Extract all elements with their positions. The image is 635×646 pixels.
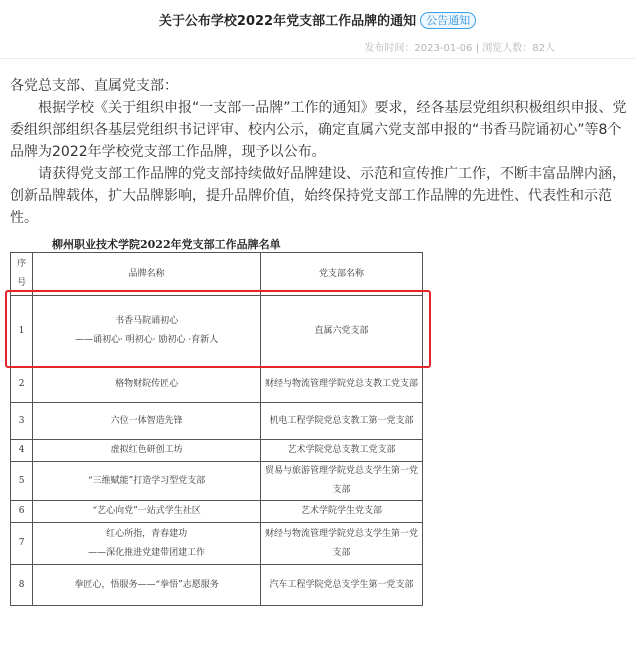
header-no: 序 号 [11, 253, 33, 296]
row-no: 7 [11, 523, 33, 565]
header-branch: 党支部名称 [261, 253, 423, 296]
row-no: 5 [11, 462, 33, 501]
row-brand: “三维赋能”打造学习型党支部 [33, 462, 261, 501]
divider [0, 58, 635, 59]
row-branch: 机电工程学院党总支教工第一党支部 [261, 403, 423, 440]
table-row [11, 501, 423, 523]
header-brand: 品牌名称 [33, 253, 261, 296]
notice-title: 关于公布学校2022年党支部工作品牌的通知 [158, 14, 417, 29]
row-brand: 格物财院传匠心 [33, 367, 261, 403]
row-brand: 书香马院诵初心 ——诵初心· 明初心· 励初心 ·育新人 [33, 296, 261, 367]
row-branch: 财经与物流管理学院党总支学生第一党支部 [261, 523, 423, 565]
row-branch: 艺术学院学生党支部 [261, 501, 423, 523]
row-brand: “艺心向党”一站式学生社区 [33, 501, 261, 523]
row-branch: 艺术学院党总支教工党支部 [261, 440, 423, 462]
paragraph-1: 根据学校《关于组织申报“一支部一品牌”工作的通知》要求，经各基层党组织积极组织申报、党委组织部组织各基层党组织书记评审、校内公示，确定直属六党支部申报的“书香马院诵初心”等8个品牌为2022年学校党支部工作品牌，现予以公布。 [10, 100, 627, 160]
table-row [11, 403, 423, 440]
row-brand: 红心所指，青春建功 ——深化推进党建带团建工作 [33, 523, 261, 565]
highlight-box [5, 290, 431, 368]
table-row [11, 440, 423, 462]
notice-title-row [0, 10, 635, 29]
row-branch: 汽车工程学院党总支学生第一党支部 [261, 565, 423, 606]
row-no: 2 [11, 367, 33, 403]
row-branch: 直属六党支部 [261, 296, 423, 367]
row-no: 6 [11, 501, 33, 523]
row-no: 1 [11, 296, 33, 367]
row-branch: 贸易与旅游管理学院党总支学生第一党支部 [261, 462, 423, 501]
publish-meta: 发布时间：2023-01-06 | 浏览人数：82人 [364, 43, 555, 54]
row-no: 8 [11, 565, 33, 606]
row-branch: 财经与物流管理学院党总支教工党支部 [261, 367, 423, 403]
table-row [11, 523, 423, 565]
table-row [11, 367, 423, 403]
salutation: 各党总支部、直属党支部： [10, 78, 178, 94]
row-brand: 六位一体智造先锋 [33, 403, 261, 440]
paragraph-2: 请获得党支部工作品牌的党支部持续做好品牌建设、示范和宣传推广工作，不断丰富品牌内涵，创新品牌载体，扩大品牌影响，提升品牌价值，始终保持党支部工作品牌的先进性、代表性和示范性。 [10, 166, 626, 226]
category-badge[interactable]: 公告通知 [420, 12, 476, 29]
table-title: 柳州职业技术学院2022年党支部工作品牌名单 [52, 238, 281, 251]
row-brand: 虚拟红色研创工坊 [33, 440, 261, 462]
notice-body [10, 75, 630, 229]
table-row [11, 565, 423, 606]
table-row [11, 462, 423, 501]
row-brand: 拳匠心，悟服务——“拳悟”志愿服务 [33, 565, 261, 606]
row-no: 3 [11, 403, 33, 440]
row-no: 4 [11, 440, 33, 462]
